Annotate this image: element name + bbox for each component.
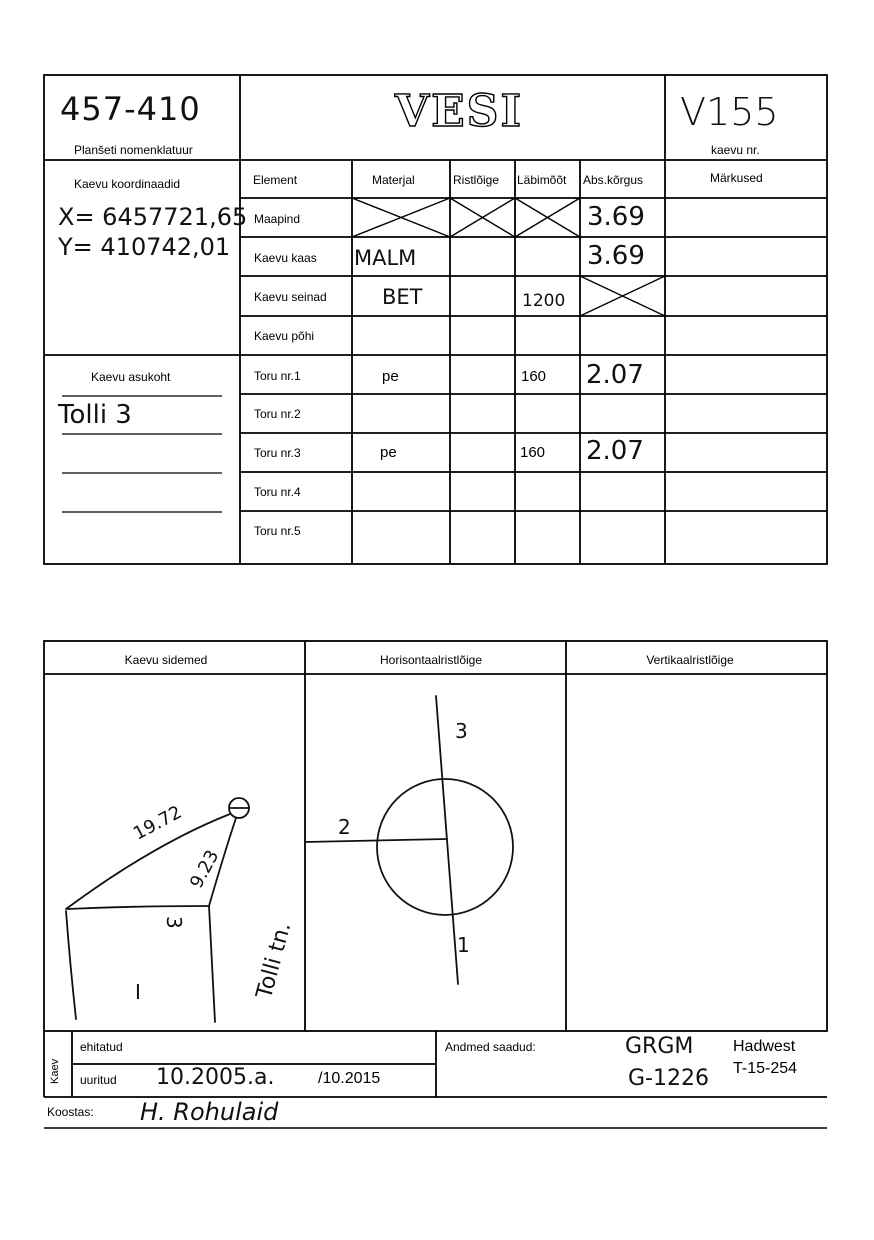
location-label: Kaevu asukoht bbox=[91, 370, 171, 384]
material-seinad: BET bbox=[382, 285, 423, 309]
abs-height-kaas: 3.69 bbox=[587, 241, 645, 271]
col-header-materjal: Materjal bbox=[372, 173, 415, 187]
building-number: I bbox=[135, 980, 141, 1004]
col-header-markused: Märkused bbox=[710, 171, 763, 185]
material-toru-3: pe bbox=[380, 444, 397, 461]
well-number: V155 bbox=[680, 90, 779, 134]
tie-distance-1: 19.72 bbox=[130, 801, 186, 845]
diameter-toru-1: 160 bbox=[521, 368, 547, 385]
data-source-value-1: GRGM bbox=[625, 1034, 694, 1059]
street-name: Tolli tn. bbox=[252, 919, 297, 1002]
inspected-label: uuritud bbox=[80, 1073, 117, 1087]
sheet-number: 457-410 bbox=[60, 90, 201, 128]
col-header-ristloige: Ristlõige bbox=[453, 173, 500, 187]
row-label: Toru nr.3 bbox=[254, 446, 301, 460]
sketch-header-vertical: Vertikaalristlõige bbox=[646, 653, 734, 667]
data-source-value-2: G-1226 bbox=[628, 1066, 709, 1091]
col-header-element: Element bbox=[253, 173, 298, 187]
well-number-label: kaevu nr. bbox=[711, 143, 760, 157]
row-label: Kaevu kaas bbox=[254, 251, 317, 265]
row-label: Toru nr.5 bbox=[254, 524, 301, 538]
coordinate-x: X= 6457721,65 bbox=[58, 203, 248, 231]
horizontal-section-sketch bbox=[305, 674, 566, 1031]
footer-side-label: Kaev bbox=[49, 1058, 61, 1084]
row-label: Toru nr.1 bbox=[254, 369, 301, 383]
abs-height-maapind: 3.69 bbox=[587, 202, 645, 232]
data-source-label: Andmed saadud: bbox=[445, 1040, 536, 1054]
row-label: Maapind bbox=[254, 212, 301, 226]
row-label: Toru nr.4 bbox=[254, 485, 301, 499]
col-header-abs: Abs.kõrgus bbox=[583, 173, 644, 187]
sheet-label: Planšeti nomenklatuur bbox=[74, 143, 193, 157]
material-kaas: MALM bbox=[354, 246, 417, 270]
built-label: ehitatud bbox=[80, 1040, 123, 1054]
data-source-typed-1: Hadwest bbox=[733, 1038, 796, 1055]
row-label: Toru nr.2 bbox=[254, 407, 301, 421]
pipe-label-1: 1 bbox=[457, 933, 470, 957]
sketch-header-horizontal: Horisontaalristlõige bbox=[379, 653, 483, 667]
inspected-value-typed: /10.2015 bbox=[318, 1070, 381, 1087]
diameter-seinad: 1200 bbox=[522, 291, 566, 311]
pipe-label-3: 3 bbox=[455, 719, 468, 743]
author-value: H. Rohulaid bbox=[140, 1098, 279, 1126]
diameter-toru-3: 160 bbox=[520, 444, 546, 461]
data-source-typed-2: T-15-254 bbox=[733, 1060, 798, 1077]
pipe-number: 3 bbox=[162, 916, 186, 929]
coordinates-label: Kaevu koordinaadid bbox=[74, 177, 181, 191]
abs-height-toru-3: 2.07 bbox=[586, 436, 644, 466]
row-label: Kaevu põhi bbox=[254, 329, 315, 343]
coordinate-y: Y= 410742,01 bbox=[58, 233, 231, 261]
inspected-value: 10.2005.a. bbox=[156, 1065, 275, 1090]
material-toru-1: pe bbox=[382, 368, 399, 385]
pipe-label-2: 2 bbox=[338, 815, 351, 839]
abs-height-toru-1: 2.07 bbox=[586, 360, 644, 390]
form-title: VESI bbox=[395, 86, 524, 137]
location-value: Tolli 3 bbox=[58, 400, 132, 430]
sketch-header-ties: Kaevu sidemed bbox=[124, 653, 208, 667]
col-header-labimoot: Läbimõõt bbox=[517, 173, 567, 187]
row-label: Kaevu seinad bbox=[254, 290, 327, 304]
author-label: Koostas: bbox=[47, 1105, 94, 1119]
tie-distance-2: 9.23 bbox=[186, 846, 224, 892]
